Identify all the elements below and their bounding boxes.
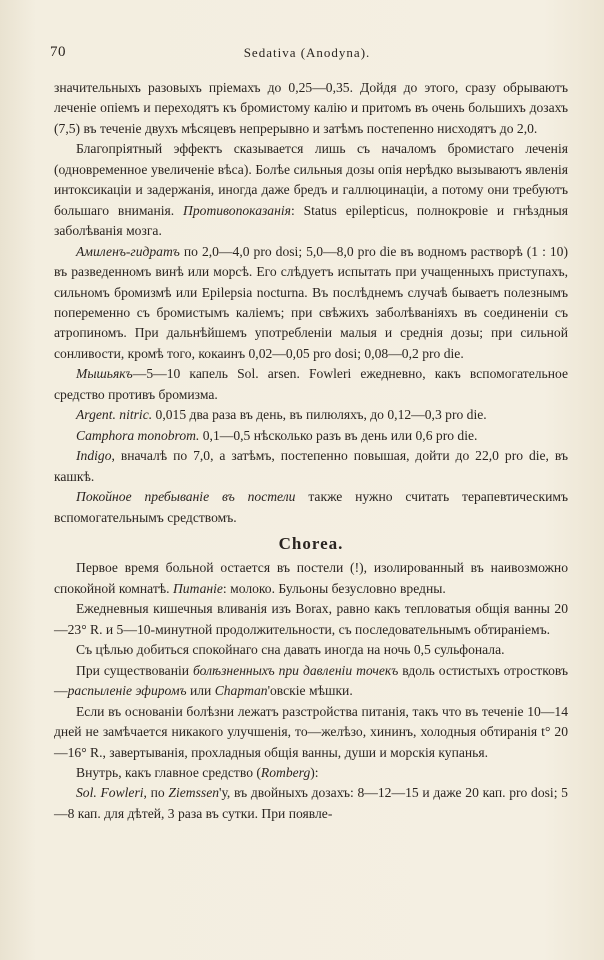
text-run: 0,015 два раза въ день, въ пилюляхъ, до 0,12—0,3 pro die. bbox=[152, 407, 487, 423]
paragraph bbox=[54, 446, 568, 487]
paragraph bbox=[54, 558, 568, 599]
italic-term: Покойное пребываніе въ постели bbox=[76, 489, 296, 505]
italic-term: Мышьякъ bbox=[76, 366, 133, 382]
italic-term: Sol. Fowleri bbox=[76, 785, 144, 801]
text-run: по 2,0—4,0 pro dosi; 5,0—8,0 pro die въ водномъ растворѣ (1 : 10) въ разведенномъ винѣ или морсѣ. Его слѣдуетъ испытать при учащенныхъ приступахъ, сильномъ бромизмѣ или Epilepsia nocturna. Въ послѣднемъ случаѣ бываетъ полезнымъ попеременно съ бромистымъ каліемъ; при свѣжихъ заболѣваніяхъ въ соединеніи съ атропиномъ. При дальнѣйшемъ употребленіи малыя и среднія дозы; при сильной сонливости, кромѣ того, кокаинъ 0,02—0,05 pro dosi; 0,08—0,2 pro die. bbox=[54, 243, 568, 361]
italic-term: Indigo bbox=[76, 448, 112, 464]
paragraph bbox=[54, 405, 568, 425]
italic-term: болѣзненныхъ при давленіи точекъ bbox=[193, 662, 399, 678]
italic-term: Питаніе bbox=[172, 580, 223, 596]
paragraph bbox=[54, 783, 568, 824]
text-run: : Status epilepticus, полнокровіе и гнѣздныя заболѣванія мозга. bbox=[54, 202, 568, 239]
italic-term: Противопоказанія bbox=[183, 202, 291, 218]
text-run: —5—10 капель Sol. arsen. Fowleri ежедневно, какъ вспомогательное средство противъ бромизма. bbox=[54, 366, 568, 402]
text-run: , вначалѣ по 7,0, а затѣмъ, постепенно повышая, дойти до 22,0 pro die, въ кашкѣ. bbox=[54, 448, 568, 484]
text-run: вдоль остистыхъ отростковъ— bbox=[54, 662, 569, 699]
paragraph bbox=[54, 763, 568, 783]
paragraph bbox=[54, 364, 568, 405]
page-header bbox=[50, 44, 564, 64]
paragraph bbox=[54, 487, 568, 528]
body-text bbox=[54, 78, 568, 824]
text-run: : молоко. Бульоны безусловно вредны. bbox=[222, 580, 446, 596]
text-run: 'у, въ двойныхъ дозахъ: 8—12—15 и даже 20 кап. pro dosi; 5—8 кап. для дѣтей, 3 раза въ сутки. При появле- bbox=[54, 785, 568, 821]
italic-term: Argent. nitric. bbox=[76, 407, 153, 423]
paragraph bbox=[54, 661, 568, 702]
text-run: Первое время больной остается въ постели (!), изолированный въ наивозможно спокойной комнатѣ. bbox=[54, 560, 568, 596]
section-body-text bbox=[54, 558, 568, 824]
italic-term: Амиленъ-гидратъ bbox=[76, 243, 180, 259]
text-run: , по bbox=[143, 785, 169, 801]
italic-term: Romberg bbox=[260, 764, 311, 780]
paragraph bbox=[54, 640, 568, 660]
italic-term: Chapman bbox=[214, 683, 268, 699]
paragraph bbox=[54, 702, 568, 763]
text-run: 'овскіе мѣшки. bbox=[267, 683, 353, 699]
text-run: Если въ основаніи болѣзни лежатъ разстройства питанія, такъ что въ теченіе 10—14 дней не замѣчается никакого улучшенія, то—желѣзо, хининъ, холодныя обтиранія t° 20—16° R., завертыванія, прохладныя общія ванны, души и морскія купанья. bbox=[54, 703, 568, 760]
italic-term: Ziemssen bbox=[168, 785, 220, 801]
italic-term: распыленіе эфиромъ bbox=[67, 683, 187, 699]
text-run: значительныхъ разовыхъ пріемахъ до 0,25—0,35. Дойдя до этого, сразу обрываютъ леченіе опіемъ и переходятъ къ бромистому калію и притомъ въ очень большихъ дозахъ (7,5) въ теченіе двухъ мѣсяцевъ непрерывно и затѣмъ постепенно нисходятъ до 2,0. bbox=[54, 80, 568, 136]
paragraph bbox=[54, 242, 568, 365]
text-run: Внутрь, какъ главное средство ( bbox=[76, 764, 261, 780]
text-run: Ежедневныя кишечныя вливанія изъ Borax, равно какъ тепловатыя общія ванны 20—23° R. и 5—10-минутной продолжительности, съ последовательнымъ обтираніемъ. bbox=[54, 601, 568, 637]
text-run: При существованіи bbox=[76, 662, 193, 678]
italic-term: Camphora monobrom. bbox=[76, 427, 200, 443]
page-number: 70 bbox=[50, 44, 66, 60]
paragraph bbox=[54, 139, 568, 241]
text-run: Благопріятный эффектъ сказывается лишь съ началомъ бромистаго леченія (одновременное увеличеніе вѣса). Болѣе сильныя дозы опія нерѣдко вызываютъ явленія интоксикаціи и задержанія, иногда даже бредъ и галлюцинаціи, а потому они требуютъ большаго вниманія. bbox=[54, 141, 568, 218]
running-head: Sedativa (Аnоdуnа). bbox=[243, 45, 371, 60]
text-run: также нужно считать терапевтическимъ вспомогательнымъ средствомъ. bbox=[54, 489, 568, 525]
paragraph bbox=[54, 78, 568, 139]
text-run: ): bbox=[310, 764, 319, 780]
text-run: 0,1—0,5 нѣсколько разъ въ день или 0,6 pro die. bbox=[199, 427, 478, 443]
section-heading-chorea: Chorea. bbox=[278, 533, 344, 553]
text-run: или bbox=[186, 683, 215, 699]
paragraph bbox=[54, 599, 568, 640]
text-run: Съ цѣлью добиться спокойнаго сна давать иногда на ночь 0,5 сульфонала. bbox=[76, 642, 505, 658]
pre-section-text bbox=[54, 78, 568, 528]
paragraph bbox=[54, 426, 568, 446]
